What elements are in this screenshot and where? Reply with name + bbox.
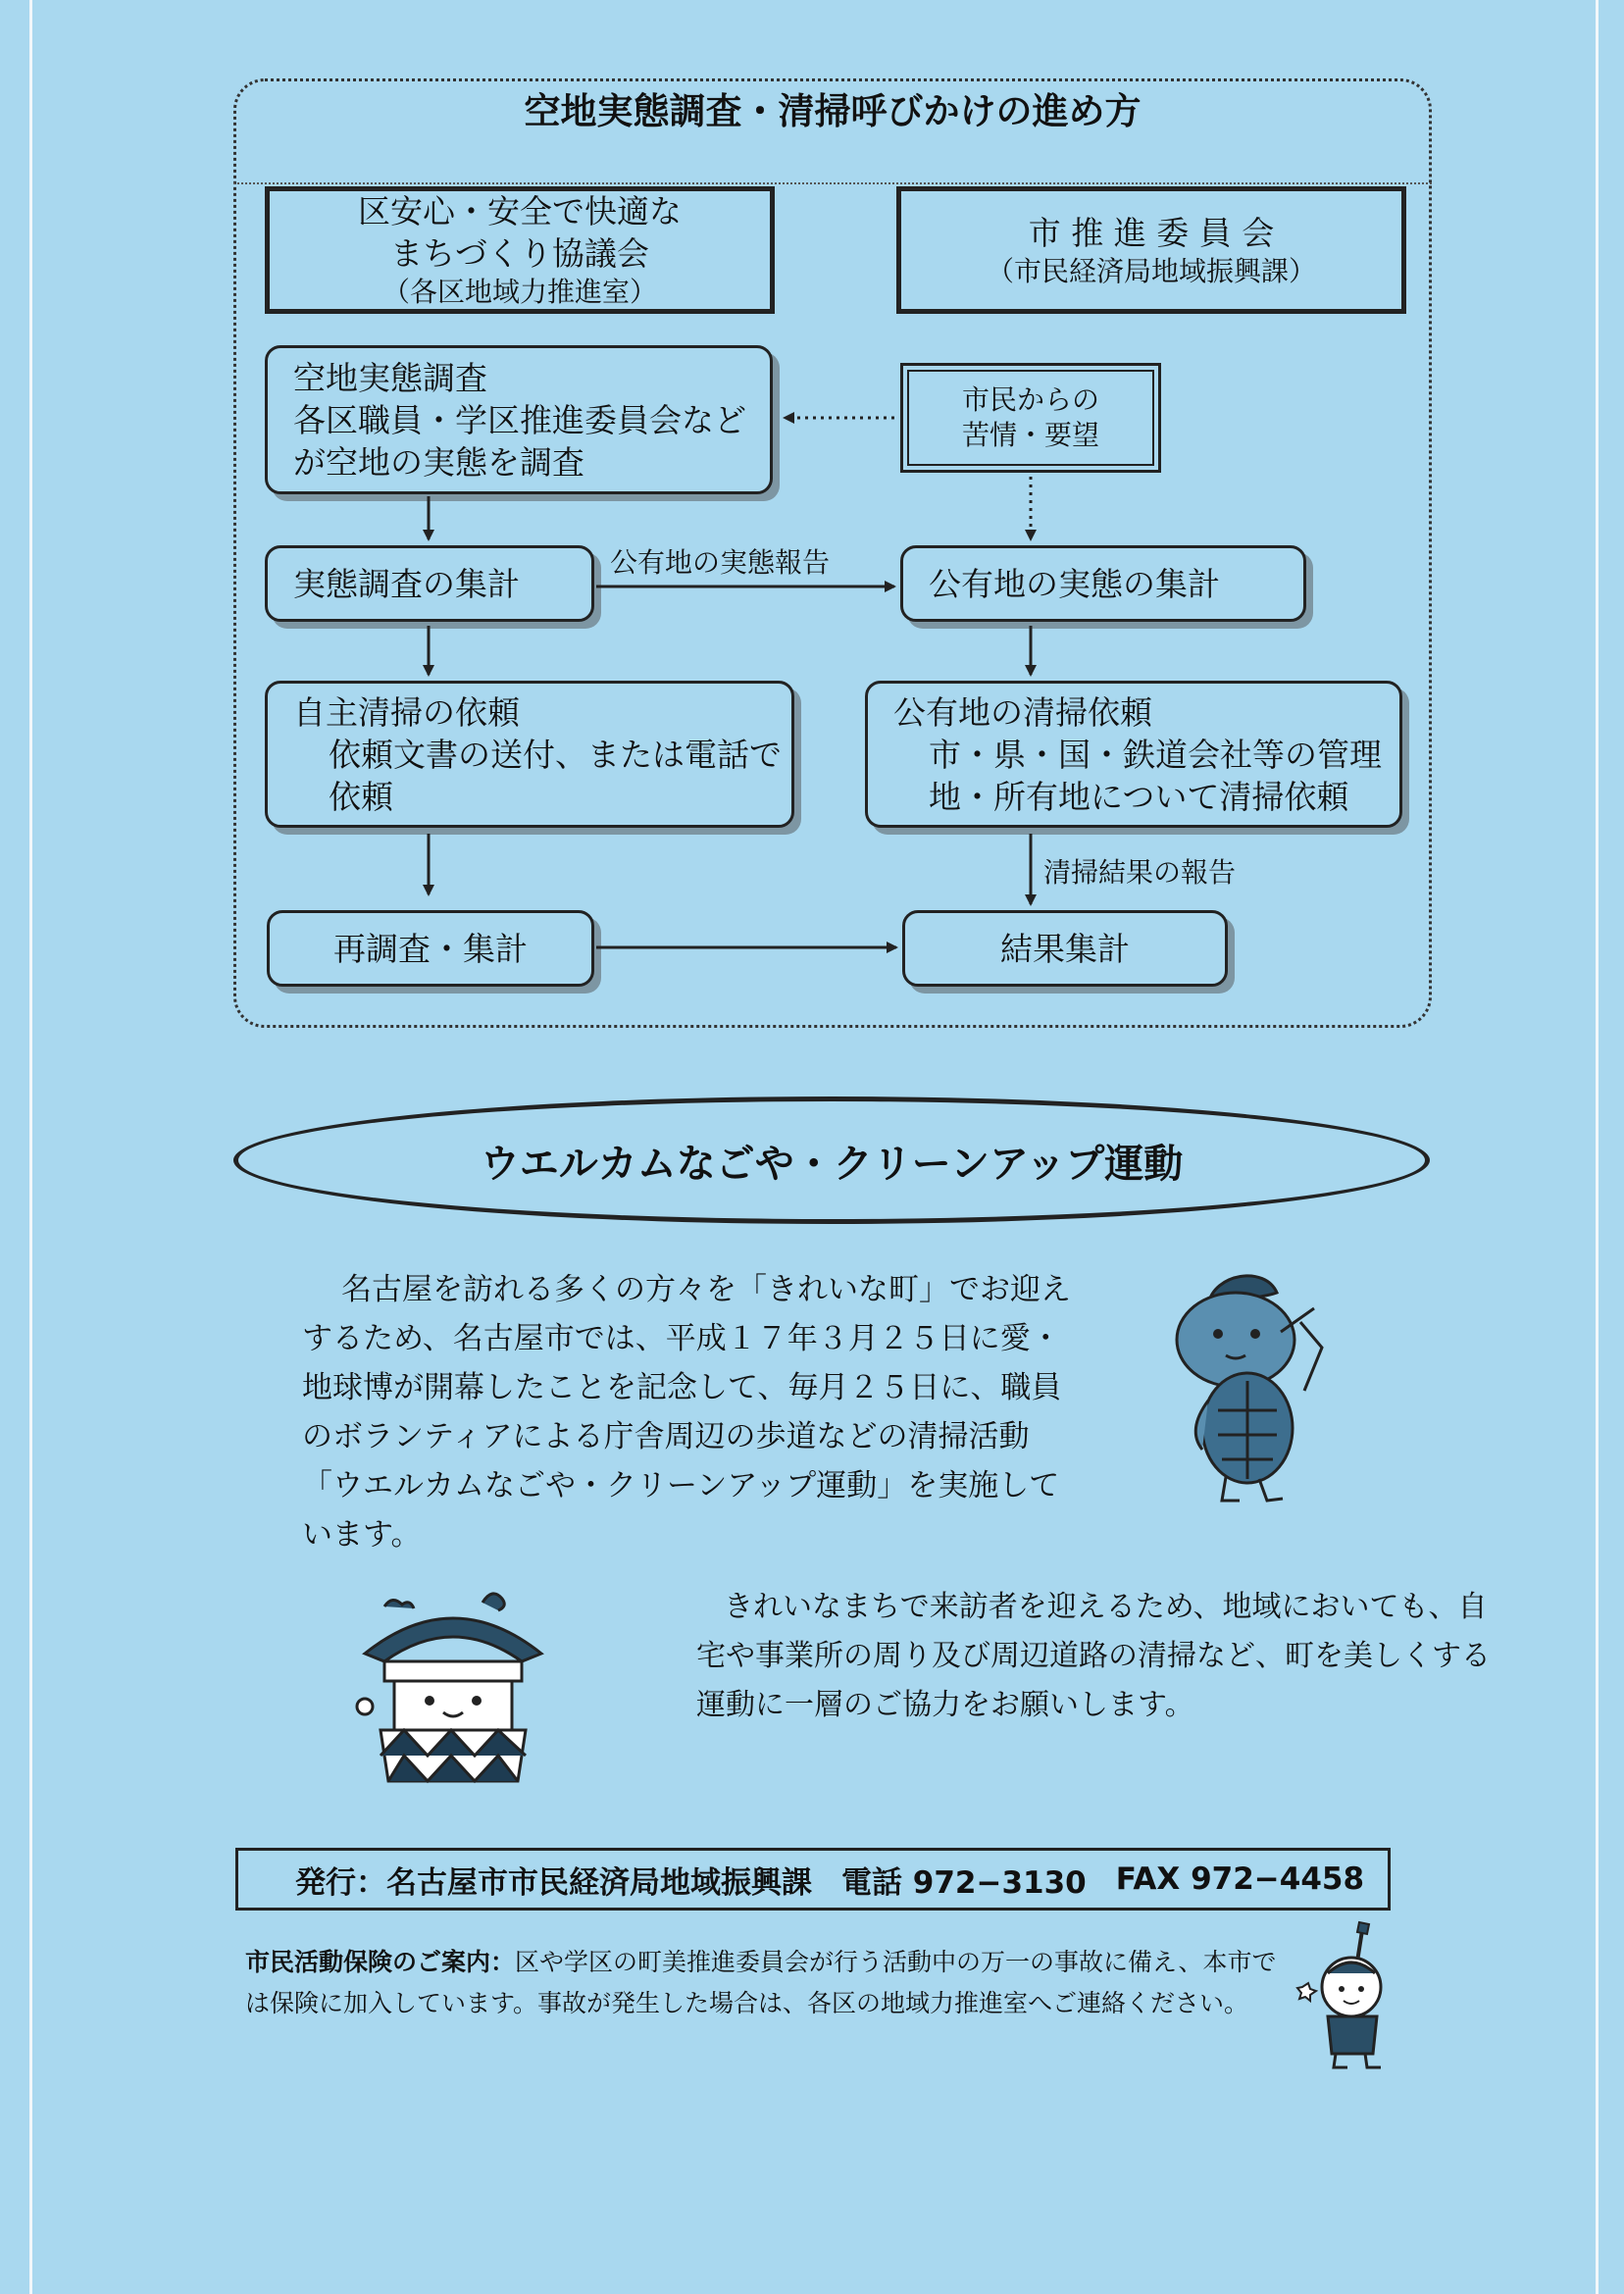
- city-committee-line1: 市 推 進 委 員 会: [1028, 213, 1275, 252]
- self-clean-line2: 依頼文書の送付、または電話で: [329, 735, 782, 774]
- resurvey-label: 再調査・集計: [333, 929, 528, 968]
- survey-line2: 各区職員・学区推進委員会など: [293, 400, 746, 439]
- campaign-paragraph-line: のボランティアによる庁舎周辺の歩道などの清掃活動: [302, 1419, 1030, 1454]
- campaign-paragraph-line: 名古屋を訪れる多くの方々を「きれいな町」でお迎え: [341, 1272, 1071, 1307]
- request-paragraph-line: 宅や事業所の周り及び周辺道路の清掃など、町を美しくする: [696, 1639, 1491, 1673]
- insurance-notice: [245, 1942, 1275, 2024]
- ward-council-line1: 区安心・安全で快適な: [358, 192, 682, 230]
- flowchart-arrows: [0, 0, 1624, 1079]
- campaign-title: ウエルカムなごや・クリーンアップ運動: [480, 1141, 1184, 1187]
- insurance-notice-line1: 区や学区の町美推進委員会が行う活動中の万一の事故に備え、本市で: [515, 1948, 1277, 1976]
- flowchart-title: 空地実態調査・清掃呼びかけの進め方: [524, 90, 1142, 132]
- insurance-notice-heading: 市民活動保険のご案内：: [245, 1948, 516, 1976]
- city-committee-line2: （市民経済局地域振興課）: [986, 254, 1316, 287]
- request-paragraph: [696, 1583, 1491, 1730]
- insurance-notice-line2: は保険に加入しています。事故が発生した場合は、各区の地域力推進室へご連絡ください。: [245, 1989, 1249, 2017]
- publisher-box: [235, 1848, 1391, 1911]
- survey-total-label: 実態調査の集計: [293, 564, 520, 603]
- complaints-line2: 苦情・要望: [961, 419, 1099, 451]
- samurai-mascot-illustration: [1294, 1918, 1412, 2075]
- turtle-mascot-illustration: [1157, 1253, 1353, 1508]
- request-paragraph-line: きれいなまちで来訪者を迎えるため、地域においても、自: [724, 1590, 1488, 1624]
- campaign-paragraph: [302, 1265, 1071, 1559]
- cleaning-result-report-label: 清掃結果の報告: [1043, 856, 1237, 889]
- public-clean-line3: 地・所有地について清掃依頼: [929, 777, 1349, 816]
- publisher-fax: FAX 972−4458: [1115, 1861, 1365, 1897]
- campaign-paragraph-line: 地球博が開幕したことを記念して、毎月２５日に、職員: [302, 1370, 1062, 1405]
- survey-line3: が空地の実態を調査: [293, 442, 584, 482]
- self-clean-line3: 依頼: [329, 777, 393, 816]
- result-total-label: 結果集計: [1000, 929, 1130, 968]
- request-paragraph-line: 運動に一層のご協力をお願いします。: [696, 1688, 1194, 1722]
- self-clean-line1: 自主清掃の依頼: [293, 692, 520, 732]
- campaign-paragraph-line: 「ウエルカムなごや・クリーンアップ運動」を実施して: [302, 1468, 1060, 1504]
- ward-council-line2: まちづくり協議会: [390, 234, 649, 273]
- complaints-line1: 市民からの: [961, 383, 1099, 416]
- castle-mascot-illustration: [345, 1573, 561, 1789]
- publisher-phone: 電話 972−3130: [841, 1864, 1087, 1901]
- campaign-paragraph-line: するため、名古屋市では、平成１７年３月２５日に愛・: [302, 1321, 1061, 1356]
- ward-council-line3: （各区地域力推進室）: [381, 276, 657, 308]
- publisher-name: 発行：名古屋市市民経済局地域振興課: [295, 1864, 812, 1901]
- public-clean-line1: 公有地の清掃依頼: [893, 692, 1152, 732]
- campaign-title-ellipse: [233, 1096, 1430, 1224]
- survey-line1: 空地実態調査: [293, 358, 487, 397]
- campaign-paragraph-line: います。: [302, 1517, 422, 1553]
- public-land-report-label: 公有地の実態報告: [610, 546, 831, 579]
- public-land-total-label: 公有地の実態の集計: [929, 564, 1220, 603]
- public-clean-line2: 市・県・国・鉄道会社等の管理: [929, 735, 1382, 774]
